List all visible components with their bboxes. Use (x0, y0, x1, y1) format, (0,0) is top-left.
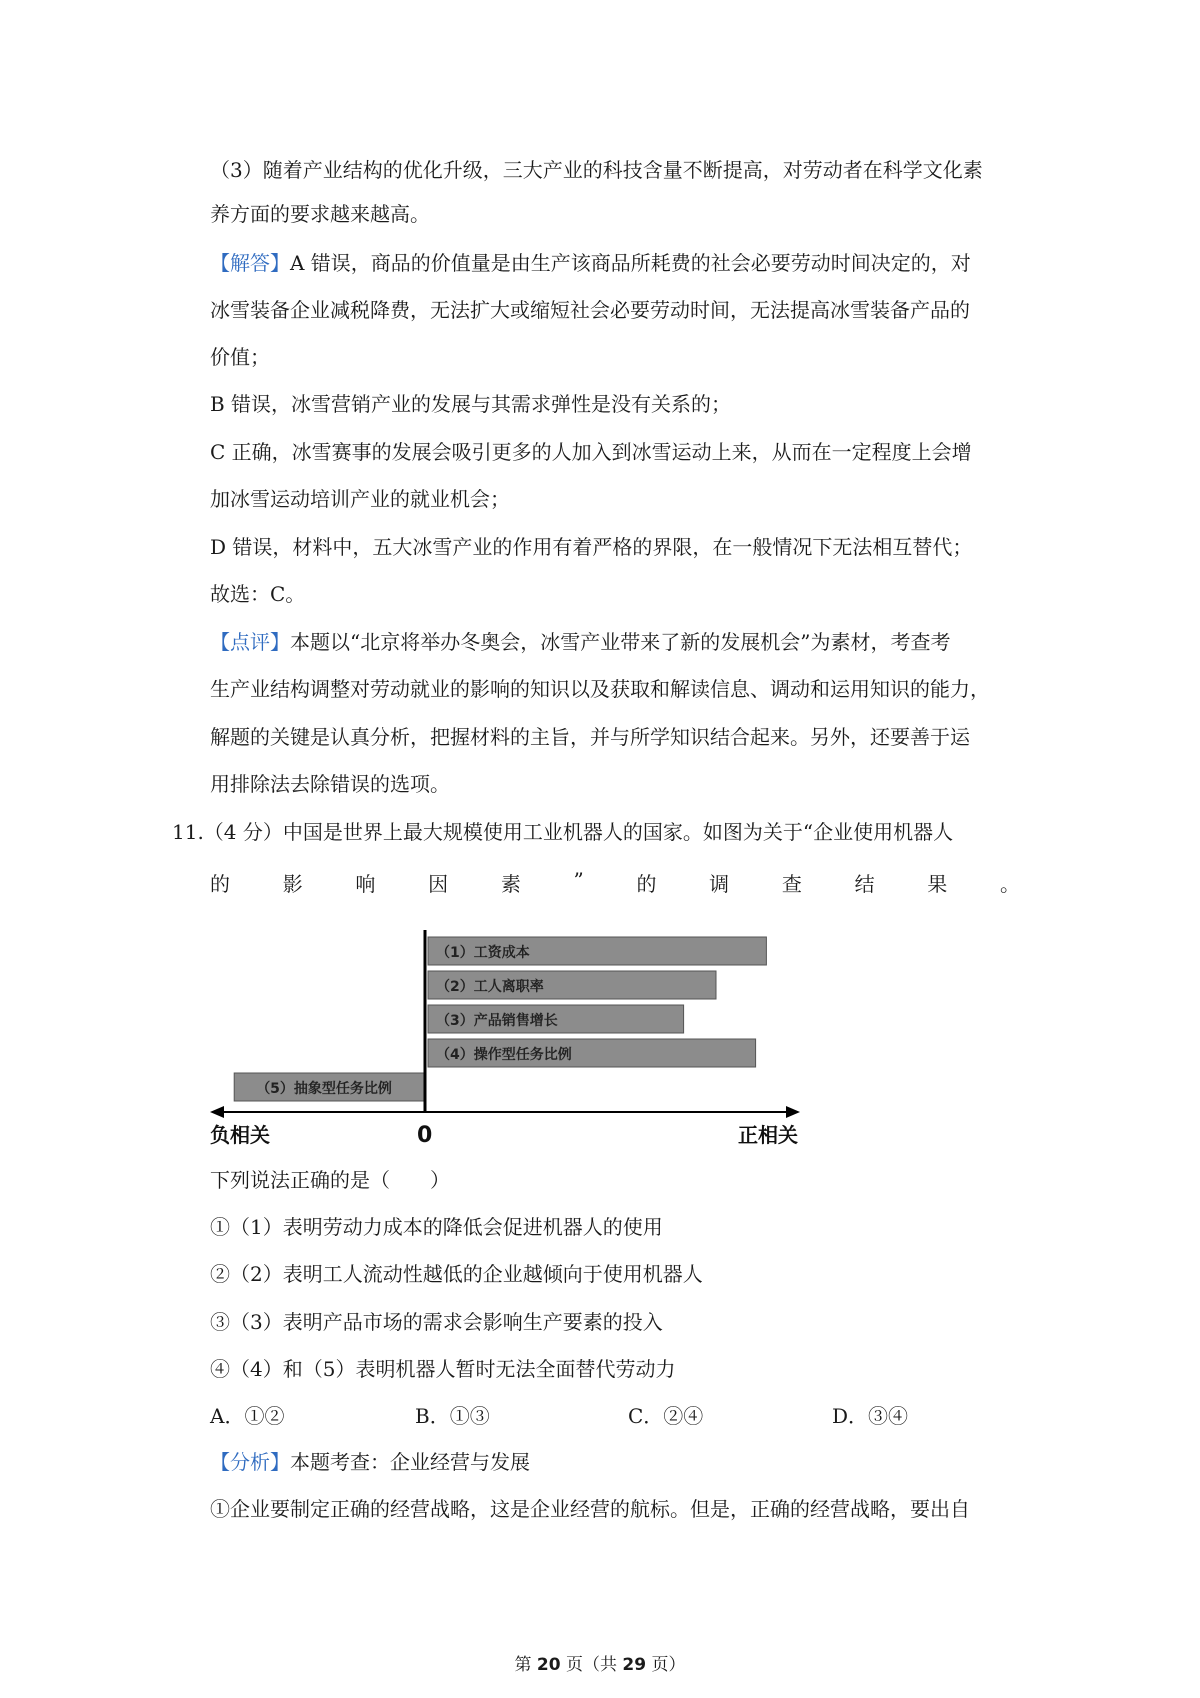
statement-item: ③（3）表明产品市场的需求会影响生产要素的投入 (210, 1310, 663, 1334)
paragraph-line: 解题的关键是认真分析，把握材料的主旨，并与所学知识结合起来。另外，还要善于运 (210, 725, 970, 749)
paragraph-line: 故选：C。 (210, 582, 306, 606)
option-a[interactable]: A．①② (210, 1404, 285, 1428)
bar-label: （1）工资成本 (436, 945, 530, 961)
footer-middle: 页（共 (560, 1655, 623, 1675)
footer-suffix: 页） (646, 1655, 686, 1675)
paragraph-line: 价值； (210, 345, 270, 369)
stem-char: 调 (709, 872, 730, 896)
paragraph-line: D 错误，材料中，五大冰雪产业的作用有着严格的界限，在一般情况下无法相互替代； (210, 535, 973, 559)
statement-item: ④（4）和（5）表明机器人暂时无法全面替代劳动力 (210, 1357, 676, 1381)
stem-char: 影 (282, 872, 303, 896)
question-stem: 11.（4 分）中国是世界上最大规模使用工业机器人的国家。如图为关于“企业使用机器人 (172, 820, 954, 844)
page-number: 20 (536, 1655, 561, 1675)
stem-char: 果 (927, 872, 948, 896)
paragraph-line: ①企业要制定正确的经营战略，这是企业经营的航标。但是，正确的经营战略，要出自 (210, 1497, 970, 1521)
analysis-line (210, 1450, 530, 1474)
stem-char: ” (573, 868, 584, 892)
answer-tag: 【解答】 (210, 251, 290, 275)
bar-label: （2）工人离职率 (436, 979, 544, 995)
survey-chart (210, 912, 850, 1152)
paragraph-line: B 错误，冰雪营销产业的发展与其需求弹性是没有关系的； (210, 392, 732, 416)
stem-char: 的 (636, 872, 657, 896)
axis-arrow-left (210, 1106, 224, 1118)
analysis-tag: 【分析】 (210, 1450, 290, 1474)
paragraph-line: （3）随着产业结构的优化升级，三大产业的科技含量不断提高，对劳动者在科学文化素 (210, 158, 983, 182)
bar-label: （3）产品销售增长 (436, 1013, 558, 1029)
answer-text: A 错误，商品的价值量是由生产该商品所耗费的社会必要劳动时间决定的，对 (290, 251, 971, 275)
stem-char: 的 (210, 872, 230, 896)
stem-char: 因 (428, 872, 449, 896)
axis-left-label: 负相关 (210, 1123, 270, 1147)
stem-char: 响 (355, 872, 376, 896)
stem-char: 。 (999, 872, 1020, 896)
footer-prefix: 第 (514, 1655, 537, 1675)
paragraph-line: 养方面的要求越来越高。 (210, 202, 430, 226)
comment-line (210, 630, 950, 654)
axis-right-label: 正相关 (738, 1123, 798, 1147)
option-d[interactable]: D．③④ (832, 1404, 909, 1428)
comment-tag: 【点评】 (210, 630, 290, 654)
question-stem-line2 (210, 868, 1020, 897)
answer-line (210, 251, 971, 275)
paragraph-line: C 正确，冰雪赛事的发展会吸引更多的人加入到冰雪运动上来，从而在一定程度上会增 (210, 440, 972, 464)
page-footer (0, 1650, 1200, 1675)
paragraph-line: 生产业结构调整对劳动就业的影响的知识以及获取和解读信息、调动和运用知识的能力， (210, 677, 990, 701)
bar-label: （5）抽象型任务比例 (256, 1081, 392, 1097)
option-b[interactable]: B．①③ (415, 1404, 490, 1428)
chart-svg (210, 912, 850, 1152)
paragraph-line: 冰雪装备企业减税降费，无法扩大或缩短社会必要劳动时间，无法提高冰雪装备产品的 (210, 298, 970, 322)
axis-origin-label: 0 (417, 1123, 433, 1148)
axis-arrow-right (786, 1106, 800, 1118)
page-total: 29 (622, 1655, 647, 1675)
statement-item: ②（2）表明工人流动性越低的企业越倾向于使用机器人 (210, 1262, 703, 1286)
question-prompt: 下列说法正确的是（ ） (210, 1168, 450, 1192)
option-c[interactable]: C．②④ (628, 1404, 704, 1428)
paragraph-line: 用排除法去除错误的选项。 (210, 772, 450, 796)
bar-label: （4）操作型任务比例 (436, 1047, 572, 1063)
comment-text: 本题以“北京将举办冬奥会，冰雪产业带来了新的发展机会”为素材，考查考 (290, 630, 951, 654)
paragraph-line: 加冰雪运动培训产业的就业机会； (210, 487, 510, 511)
stem-char: 结 (854, 872, 875, 896)
statement-item: ①（1）表明劳动力成本的降低会促进机器人的使用 (210, 1215, 663, 1239)
stem-char: 素 (500, 872, 521, 896)
stem-char: 查 (781, 872, 802, 896)
analysis-text: 本题考查：企业经营与发展 (290, 1450, 530, 1474)
